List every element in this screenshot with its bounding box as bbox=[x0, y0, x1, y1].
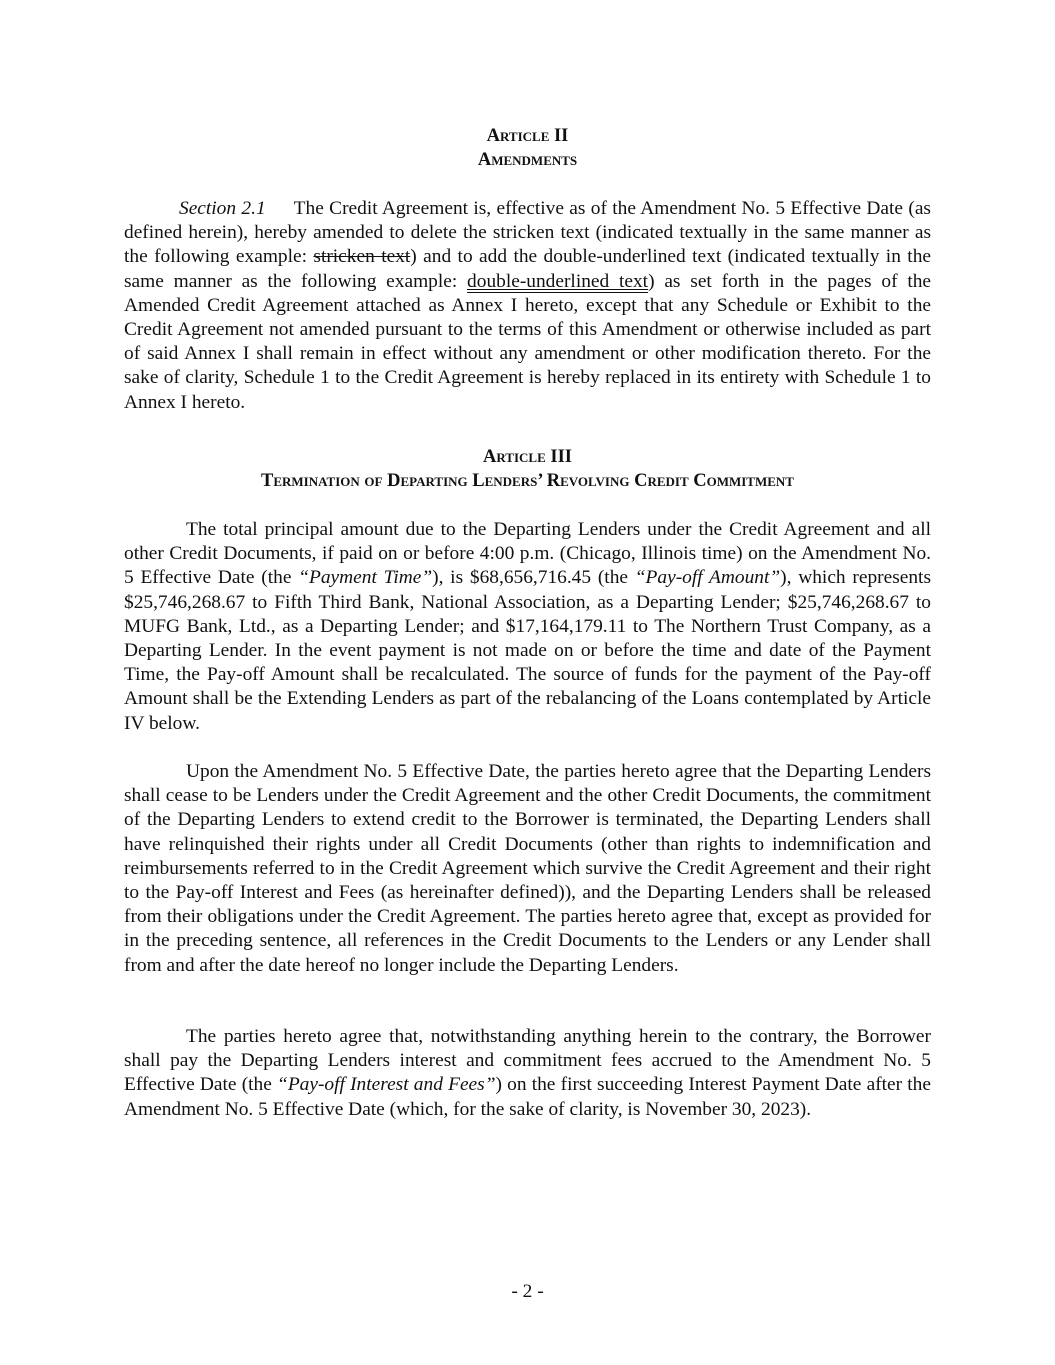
section-label: Section 2.1 bbox=[179, 198, 266, 219]
payoff-text-part-3: ), which represents $25,746,268.67 to Fifth Third Bank, National Association, as a Departing Lender; $25,746,268.67 to MUFG Bank, Ltd., as a Departing Lender; and $17,164,179.11 to The Northern Trust Company, as a Departing Lender. In the event payment is not made on or before the time and date of the Payment Time, the Pay-off Amount shall be recalculated. The source of funds for the payment of the Pay-off Amount shall be the Extending Lenders as part of the rebalancing of the Loans contemplated by Article IV below. bbox=[124, 567, 931, 734]
interest-text-part-1: The parties hereto agree that, notwithstanding anything herein to the contrary, the Borrower shall pay the Departing Lenders interest and commitment fees accrued to the Amendment No. 5 Effective Date (the bbox=[124, 1026, 931, 1096]
interest-fees-paragraph bbox=[124, 1025, 931, 1122]
underline-example: double-underlined text bbox=[467, 270, 649, 292]
article-2-title: Amendments bbox=[477, 150, 578, 170]
article-3-heading: Article III bbox=[483, 447, 572, 467]
article-2-heading: Article II bbox=[486, 126, 569, 146]
page-number: - 2 - bbox=[511, 1281, 544, 1302]
payoff-text-part-1: The total principal amount due to the Departing Lenders under the Credit Agreement and all other Credit Documents, if paid on or before 4:00 p.m. (Chicago, Illinois time) on the Amendment No. 5 Effective Date (the bbox=[124, 519, 931, 589]
payoff-amount-term: “Pay-off Amount” bbox=[634, 567, 781, 589]
payment-time-term: “Payment Time” bbox=[298, 567, 433, 589]
section-text-part-3: ) as set forth in the pages of the Amended Credit Agreement attached as Annex I hereto, except that any Schedule or Exhibit to the Credit Agreement not amended pursuant to the terms of this Amendment or otherwise included as part of said Annex I shall remain in effect without any amendment or other modification thereto. For the sake of clarity, Schedule 1 to the Credit Agreement is hereby replaced in its entirety with Schedule 1 to Annex I hereto. bbox=[124, 270, 932, 413]
interest-fees-term: “Pay-off Interest and Fees” bbox=[277, 1074, 496, 1096]
payoff-paragraph bbox=[124, 518, 931, 736]
section-text-part-1: The Credit Agreement is, effective as of the Amendment No. 5 Effective Date (as defined herein), hereby amended to delete the stricken text (indicated textually in the same manner as the following example: bbox=[124, 198, 931, 268]
interest-text-part-2: ) on the first succeeding Interest Payment Date after the Amendment No. 5 Effective Date (which, for the sake of clarity, is November 30, 2023). bbox=[124, 1074, 931, 1120]
strike-example: stricken text bbox=[313, 246, 411, 268]
departing-lenders-paragraph: Upon the Amendment No. 5 Effective Date, the parties hereto agree that the Departing Lenders shall cease to be Lenders under the Credit Agreement and the other Credit Documents, the commitment of the Departing Lenders to extend credit to the Borrower is terminated, the Departing Lenders shall have relinquished their rights under all Credit Documents (other than rights to indemnification and reimbursements referred to in the Credit Agreement which survive the Credit Agreement and their right to the Pay-off Interest and Fees (as hereinafter defined)), and the Departing Lenders shall be released from their obligations under the Credit Agreement. The parties hereto agree that, except as provided for in the preceding sentence, all references in the Credit Documents to the Lenders or any Lender shall from and after the date hereof no longer include the Departing Lenders. bbox=[124, 761, 931, 976]
section-2-1-paragraph bbox=[124, 197, 931, 415]
article-3-title: Termination of Departing Lenders’ Revolving Credit Commitment bbox=[261, 471, 794, 491]
section-text-part-2: ) and to add the double-underlined text (indicated textually in the same manner as the following example: bbox=[124, 246, 931, 292]
payoff-text-part-2: ), is $68,656,716.45 (the bbox=[432, 567, 635, 589]
